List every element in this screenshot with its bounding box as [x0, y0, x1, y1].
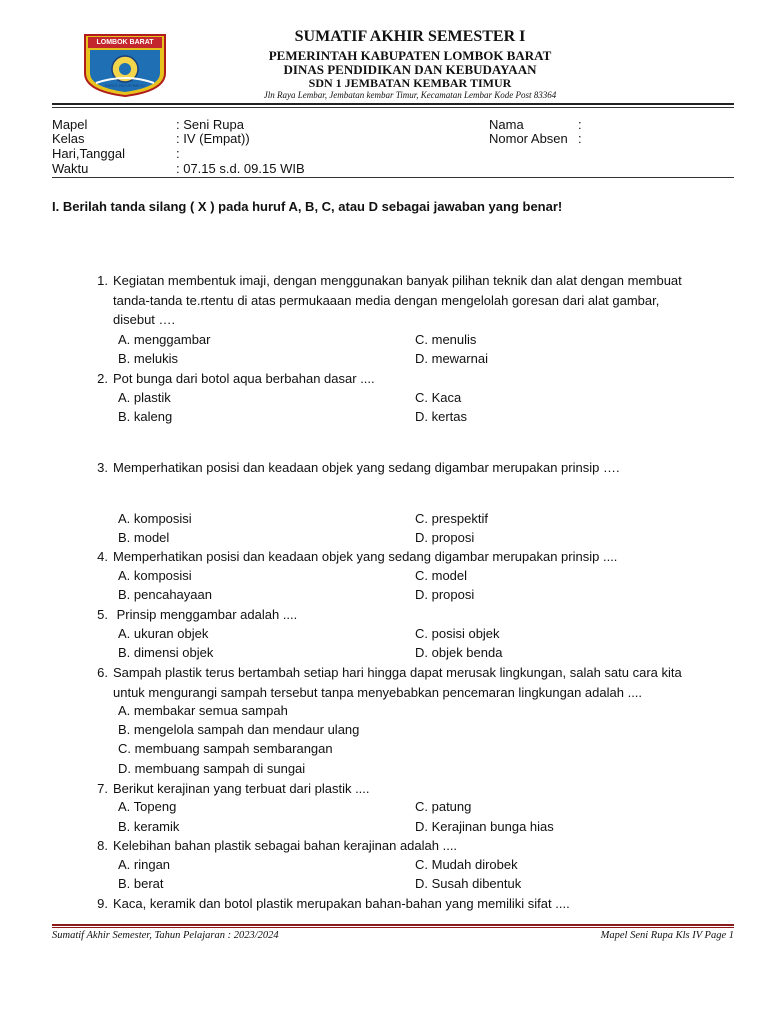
- footer-left: Sumatif Akhir Semester, Tahun Pelajaran : 2023/2024: [52, 930, 279, 941]
- q5-option-d[interactable]: D. objek benda: [415, 645, 503, 660]
- question-line: disebut ….: [113, 312, 176, 327]
- question-1-text: [113, 271, 723, 330]
- q8-option-c[interactable]: C. Mudah dirobek: [415, 857, 518, 872]
- header-rule-thin: [52, 107, 734, 108]
- question-8-text: Kelebihan bahan plastik sebagai bahan kerajinan adalah ....: [113, 838, 458, 853]
- question-9-text: Kaca, keramik dan botol plastik merupakan bahan-bahan yang memiliki sifat ....: [113, 896, 570, 911]
- q4-option-a[interactable]: A. komposisi: [118, 568, 192, 583]
- footer-rule: [52, 924, 734, 926]
- q1-option-d[interactable]: D. mewarnai: [415, 351, 488, 366]
- question-3-number: 3.: [97, 460, 108, 475]
- header-address: Jln Raya Lembar, Jembatan kembar Timur, Kecamatan Lembar Kode Post 83364: [263, 90, 557, 100]
- q2-option-c[interactable]: C. Kaca: [415, 390, 462, 405]
- question-9-number: 9.: [97, 896, 108, 911]
- mapel-value: : Seni Rupa: [176, 117, 244, 132]
- q1-option-c[interactable]: C. menulis: [415, 332, 477, 347]
- q2-option-d[interactable]: D. kertas: [415, 409, 468, 424]
- q1-option-a[interactable]: A. menggambar: [118, 332, 211, 347]
- q5-option-c[interactable]: C. posisi objek: [415, 626, 500, 641]
- kelas-label: Kelas: [52, 131, 85, 146]
- q4-option-b[interactable]: B. pencahayaan: [118, 587, 212, 602]
- q6-option-d[interactable]: D. membuang sampah di sungai: [118, 761, 306, 776]
- question-8-number: 8.: [97, 838, 108, 853]
- q5-option-b[interactable]: B. dimensi objek: [118, 645, 214, 660]
- question-line: Sampah plastik terus bertambah setiap hari hingga dapat merusak lingkungan, salah satu cara kita: [113, 665, 682, 680]
- absen-label: Nomor Absen: [489, 131, 568, 146]
- question-6-number: 6.: [97, 665, 108, 680]
- q3-option-b[interactable]: B. model: [118, 530, 170, 545]
- question-1-number: 1.: [97, 273, 108, 288]
- header-school: SDN 1 JEMBATAN KEMBAR TIMUR: [308, 76, 512, 90]
- q3-option-d[interactable]: D. proposi: [415, 530, 475, 545]
- q7-option-d[interactable]: D. Kerajinan bunga hias: [415, 819, 554, 834]
- q1-option-b[interactable]: B. melukis: [118, 351, 178, 366]
- waktu-value: : 07.15 s.d. 09.15 WIB: [176, 161, 305, 176]
- q4-option-d[interactable]: D. proposi: [415, 587, 475, 602]
- question-4-number: 4.: [97, 549, 108, 564]
- question-5-text: Prinsip menggambar adalah ....: [113, 607, 298, 622]
- logo-text: LOMBOK BARAT: [96, 39, 154, 46]
- q3-option-c[interactable]: C. prespektif: [415, 511, 488, 526]
- q8-option-d[interactable]: D. Susah dibentuk: [415, 876, 522, 891]
- question-2-number: 2.: [97, 371, 108, 386]
- q7-option-b[interactable]: B. keramik: [118, 819, 180, 834]
- logo-motto: PATUT PATUH PATJU: [105, 83, 145, 88]
- q8-option-a[interactable]: A. ringan: [118, 857, 171, 872]
- absen-value[interactable]: :: [578, 131, 582, 146]
- header-rule: [52, 103, 734, 105]
- nama-value[interactable]: :: [578, 117, 582, 132]
- question-5-number: 5.: [97, 607, 108, 622]
- q8-option-b[interactable]: B. berat: [118, 876, 164, 891]
- exam-title: SUMATIF AKHIR SEMESTER I: [294, 28, 526, 45]
- q7-option-c[interactable]: C. patung: [415, 799, 472, 814]
- footer-right: Mapel Seni Rupa Kls IV Page 1: [600, 930, 734, 941]
- q3-option-a[interactable]: A. komposisi: [118, 511, 192, 526]
- info-rule: [52, 177, 734, 178]
- header-department: DINAS PENDIDIKAN DAN KEBUDAYAAN: [283, 62, 537, 77]
- q5-option-a[interactable]: A. ukuran objek: [118, 626, 209, 641]
- footer-rule-thin: [52, 927, 734, 928]
- instruction: I. Berilah tanda silang ( X ) pada huruf A, B, C, atau D sebagai jawaban yang benar!: [52, 199, 563, 214]
- waktu-label: Waktu: [52, 161, 89, 176]
- q6-option-a[interactable]: A. membakar semua sampah: [118, 703, 288, 718]
- header-government: PEMERINTAH KABUPATEN LOMBOK BARAT: [268, 48, 552, 63]
- question-6-text: [113, 663, 723, 702]
- question-7-number: 7.: [97, 781, 108, 796]
- hari-value: :: [176, 146, 180, 161]
- question-line: Kegiatan membentuk imaji, dengan menggunakan banyak pilihan teknik dan alat dengan membuat: [113, 273, 682, 288]
- question-3-text: Memperhatikan posisi dan keadaan objek yang sedang digambar merupakan prinsip ….: [113, 460, 620, 475]
- q2-option-a[interactable]: A. plastik: [118, 390, 171, 405]
- q6-option-c[interactable]: C. membuang sampah sembarangan: [118, 741, 333, 756]
- q2-option-b[interactable]: B. kaleng: [118, 409, 173, 424]
- question-line: untuk mengurangi sampah tersebut tanpa menyebabkan pencemaran lingkungan adalah ....: [113, 684, 643, 700]
- q4-option-c[interactable]: C. model: [415, 568, 468, 583]
- question-2-text: Pot bunga dari botol aqua berbahan dasar ....: [113, 371, 375, 386]
- q6-option-b[interactable]: B. mengelola sampah dan mendaur ulang: [118, 722, 360, 737]
- question-4-text: Memperhatikan posisi dan keadaan objek yang sedang digambar merupakan prinsip ....: [113, 549, 618, 564]
- nama-label: Nama: [489, 117, 524, 132]
- q7-option-a[interactable]: A. Topeng: [118, 799, 177, 814]
- mapel-label: Mapel: [52, 117, 88, 132]
- lombok-barat-logo: [82, 33, 168, 97]
- hari-label: Hari,Tanggal: [52, 146, 125, 161]
- question-line: tanda-tanda te.rtentu di atas permukaaan media dengan mengelolah goresan dari alat gambar,: [113, 292, 660, 308]
- kelas-value: : IV (Empat)): [176, 131, 250, 146]
- question-7-text: Berikut kerajinan yang terbuat dari plastik ....: [113, 781, 370, 796]
